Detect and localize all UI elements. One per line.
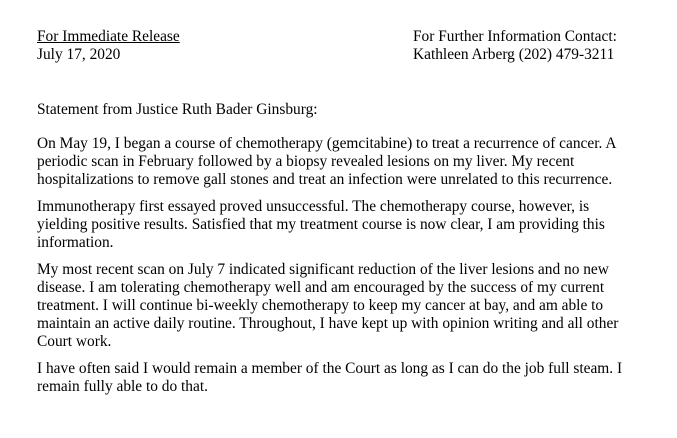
paragraph-progress [37, 261, 647, 351]
contact-block [413, 28, 617, 64]
release-label: For Immediate Release [37, 28, 180, 45]
paragraph-line: I have often said I would remain a member of the Court as long as I can do the job full steam. I [37, 360, 623, 377]
paragraph-line: Court work. [37, 333, 112, 350]
paragraph-conclusion [37, 360, 647, 396]
paragraph-line: disease. I am tolerating chemotherapy well and am encouraged by the success of my current [37, 279, 605, 296]
paragraph-line: remain fully able to do that. [37, 378, 208, 395]
paragraph-line: maintain an active daily routine. Throughout, I have kept up with opinion writing and all other [37, 315, 619, 332]
statement-body [37, 101, 647, 405]
paragraph-line: information. [37, 234, 114, 251]
release-date: July 17, 2020 [37, 46, 121, 63]
paragraph-line: hospitalizations to remove gall stones and treat an infection were unrelated to this recurrence. [37, 171, 613, 188]
release-block [37, 28, 180, 64]
contact-info: Kathleen Arberg (202) 479-3211 [413, 46, 615, 63]
contact-label: For Further Information Contact: [413, 28, 617, 45]
paragraph-line: Immunotherapy first essayed proved unsuccessful. The chemotherapy course, however, is [37, 198, 590, 215]
paragraph-line: treatment. I will continue bi-weekly chemotherapy to keep my cancer at bay, and am able to [37, 297, 604, 314]
paragraph-line: My most recent scan on July 7 indicated significant reduction of the liver lesions and no new [37, 261, 609, 278]
paragraph-line: yielding positive results. Satisfied that my treatment course is now clear, I am providing this [37, 216, 605, 233]
paragraph-line: periodic scan in February followed by a biopsy revealed lesions on my liver. My recent [37, 153, 575, 170]
paragraph-diagnosis [37, 135, 647, 189]
paragraph-treatment [37, 198, 647, 252]
paragraph-line: On May 19, I began a course of chemotherapy (gemcitabine) to treat a recurrence of cancer. A [37, 135, 617, 152]
statement-title: Statement from Justice Ruth Bader Ginsburg: [37, 101, 318, 118]
